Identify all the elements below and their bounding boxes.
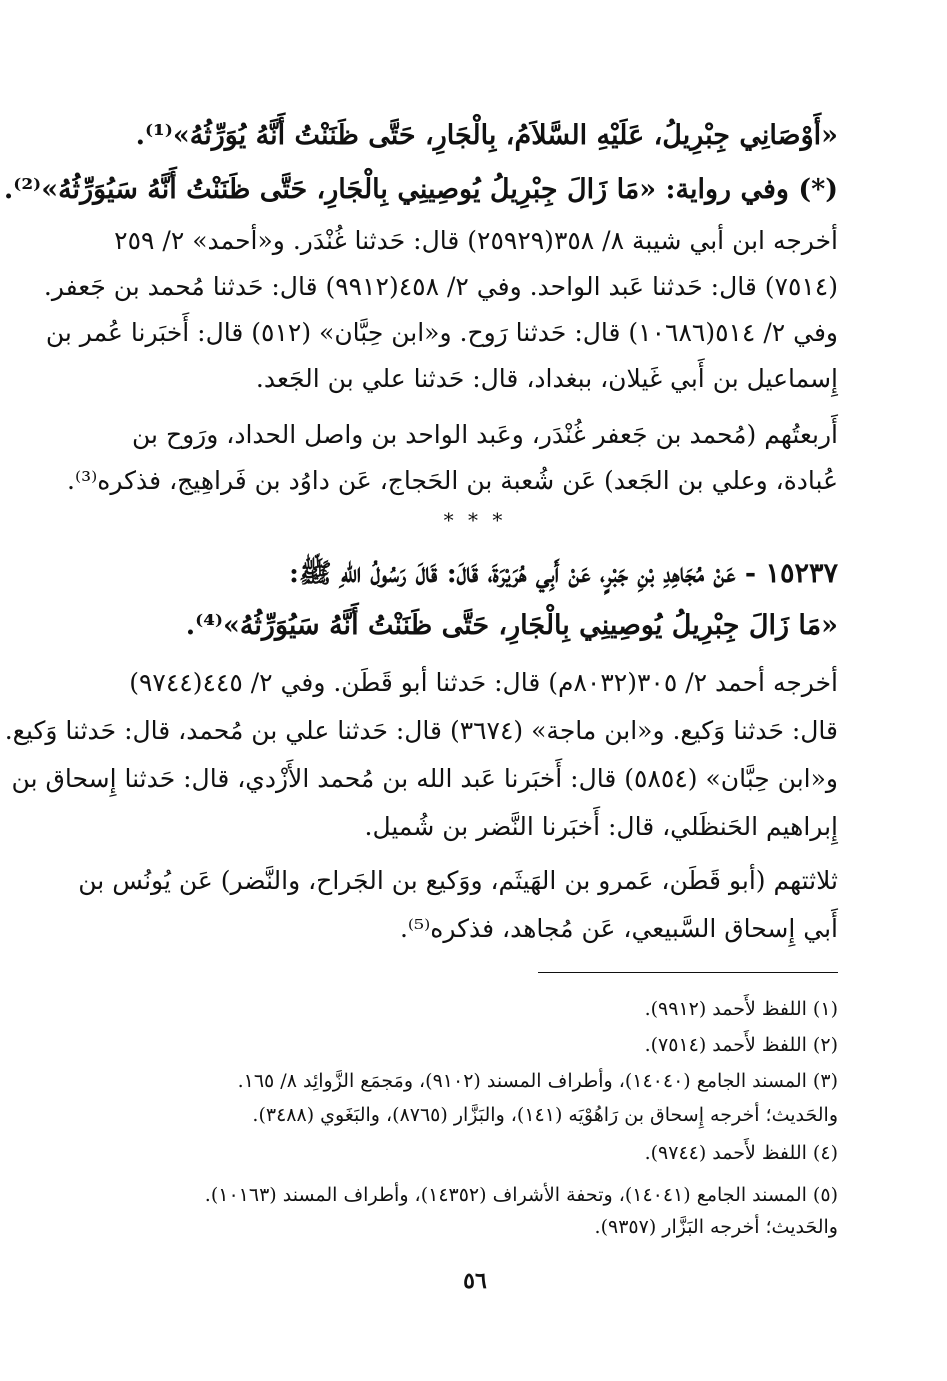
takhrij-1-line: (٧٥١٤) قال: حَدثنا عَبد الواحد. وفي ٢/ ٤٥٨(٩٩١٢) قال: حَدثنا مُحمد بن جَعفر. (43, 272, 838, 301)
footnote-3: (٣) المسند الجامع (١٤٠٤٠)، وأطراف المسند (٩١٠٢)، ومَجمَع الزَّوائِد ٨/ ١٦٥. (237, 1070, 838, 1092)
takhrij-1-line: إِسماعيل بن أَبي غَيلان، ببغداد، قال: حَدثنا علي بن الجَعد. (255, 364, 838, 393)
takhrij-2-line: إِبراهيم الحَنظَلي، قال: أَخبَرنا النَّضر بن شُميل. (364, 812, 838, 841)
hadith-1-quote-line-2: (*) وفي رواية: «مَا زَالَ جِبْرِيلُ يُوصِينِي بِالْجَارِ، حَتَّى ظَنَنْتُ أَنَّهُ سَيُوَرِّثُهُ»⁽²⁾. (3, 174, 838, 205)
footnote-4: (٤) اللفظ لأَحمد (٩٧٤٤). (644, 1142, 838, 1164)
footnote-3-continuation: والحَديث؛ أخرجه إِسحاق بن رَاهُوْيَه (١٤١)، والبَزَّار (٨٧٦٥)، والبَغَوي (٣٤٨٨). (252, 1104, 838, 1126)
isnad-1-line: أَربعتُهم (مُحمد بن جَعفر غُنْدَر، وعَبد الواحد بن واصل الحداد، ورَوح بن (132, 420, 838, 449)
isnad-2-line: أَبي إِسحاق السَّبيعي، عَن مُجاهد، فذكره⁽⁵⁾. (399, 914, 838, 943)
footnote-1: (١) اللفظ لأَحمد (٩٩١٢). (644, 998, 838, 1020)
footnote-5-continuation: والحَديث؛ أخرجه البَزَّار (٩٣٥٧). (594, 1216, 838, 1238)
isnad-1-line: عُبادة، وعلي بن الجَعد) عَن شُعبة بن الحَجاج، عَن داوُد بن فَراهِيج، فذكره⁽³⁾. (67, 466, 838, 495)
footnote-2: (٢) اللفظ لأَحمد (٧٥١٤). (644, 1034, 838, 1056)
page-number: ٥٦ (463, 1268, 487, 1294)
takhrij-2-line: أخرجه أحمد ٢/ ٣٠٥(٨٠٣٢م) قال: حَدثنا أبو قَطَن. وفي ٢/ ٤٤٥(٩٧٤٤) (129, 668, 838, 697)
takhrij-1-line: وفي ٢/ ٥١٤(١٠٦٨٦) قال: حَدثنا رَوح. و«ابن حِبَّان» (٥١٢) قال: أَخبَرنا عُمر بن (45, 318, 838, 347)
takhrij-2-line: قال: حَدثنا وَكيع. و«ابن ماجة» (٣٦٧٤) قال: حَدثنا علي بن مُحمد، قال: حَدثنا وَكيع. (4, 716, 838, 745)
hadith-2-quote: «مَا زَالَ جِبْرِيلُ يُوصِينِي بِالْجَارِ، حَتَّى ظَنَنْتُ أَنَّهُ سَيُوَرِّثُهُ»⁽⁴⁾. (185, 610, 838, 641)
footnote-5: (٥) المسند الجامع (١٤٠٤١)، وتحفة الأشراف (١٤٣٥٢)، وأطراف المسند (١٠١٦٣). (204, 1184, 838, 1206)
isnad-2-line: ثلاثتهم (أبو قَطَن، عَمرو بن الهَيثَم، ووَكيع بن الجَراح، والنَّضر) عَن يُونُس بن (78, 866, 838, 895)
section-separator: * * * (443, 508, 507, 532)
takhrij-2-line: و«ابن حِبَّان» (٥٨٥٤) قال: أَخبَرنا عَبد الله بن مُحمد الأَزْدي، قال: حَدثنا إِسحاق بن (11, 764, 838, 793)
footnote-divider (538, 972, 838, 973)
hadith-1-quote-line-1: «أَوْصَانِي جِبْرِيلُ، عَلَيْهِ السَّلاَمُ، بِالْجَارِ، حَتَّى ظَنَنْتُ أَنَّهُ يُوَرِّثُهُ»⁽¹⁾. (135, 120, 838, 151)
hadith-2-number-line: ١٥٢٣٧ - عَنْ مُجَاهِدِ بْنِ جَبْرٍ، عَنْ أَبِي هُرَيْرَةَ، قَالَ: قَالَ رَسُولُ اللهِ ﷺ: (288, 558, 838, 589)
takhrij-1-line: أخرجه ابن أبي شيبة ٨/ ٣٥٨(٢٥٩٢٩) قال: حَدثنا غُنْدَر. و«أحمد» ٢/ ٢٥٩ (114, 226, 838, 255)
